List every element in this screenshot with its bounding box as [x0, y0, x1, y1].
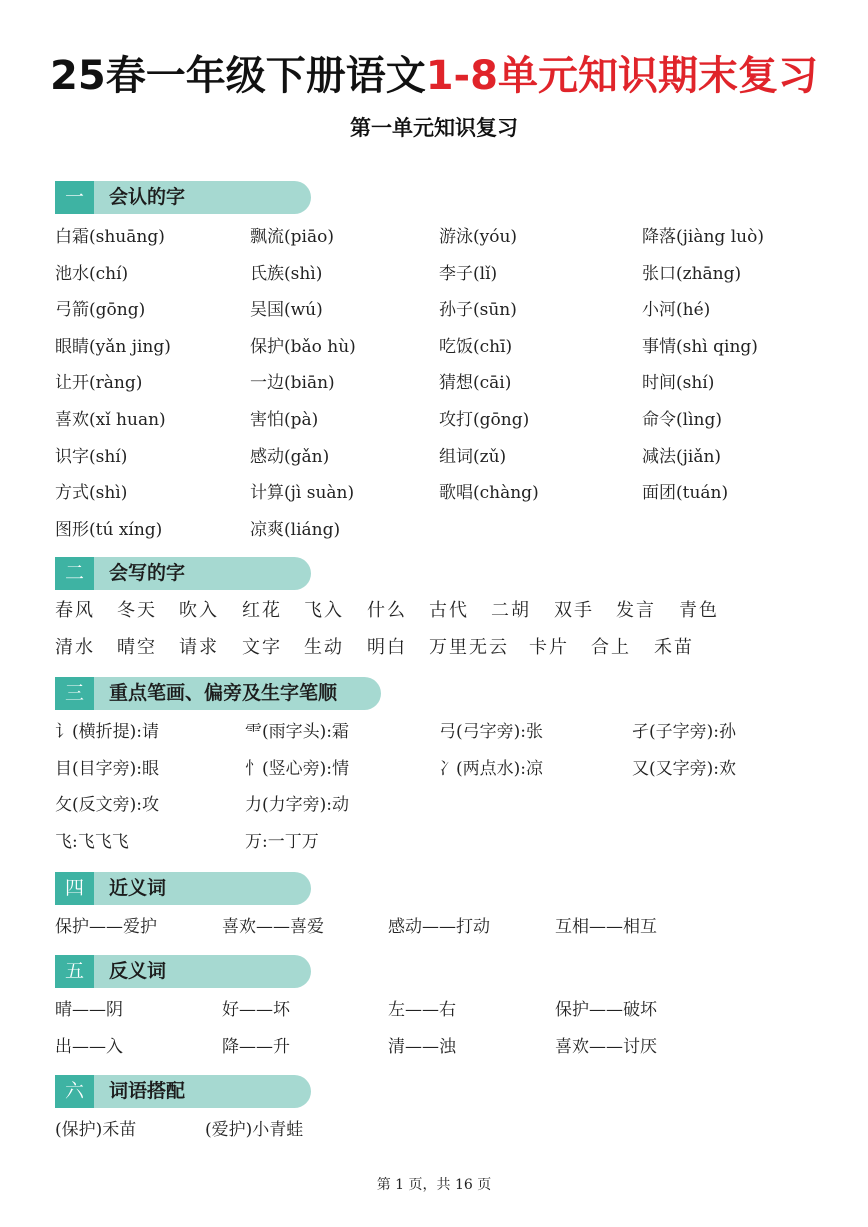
- recognize-item: 喜欢(xǐ huan): [55, 410, 166, 430]
- synonym-pair-item: 喜欢——喜爱: [222, 917, 324, 937]
- write-word-item: 飞入: [304, 600, 344, 621]
- section-number: 一: [55, 181, 94, 214]
- stroke-item: 目(目字旁):眼: [55, 758, 159, 779]
- section-header-write: [55, 557, 311, 590]
- section-title: 词语搭配: [109, 1080, 186, 1102]
- recognize-item: 面团(tuán): [642, 483, 729, 504]
- write-word-item: 文字: [242, 637, 282, 658]
- section-number: 四: [55, 872, 94, 905]
- unit-subtitle: 第一单元知识复习: [350, 116, 518, 140]
- section-title: 反义词: [109, 960, 167, 982]
- section-title: 重点笔画、偏旁及生字笔顺: [109, 682, 338, 704]
- recognize-item: 组词(zǔ): [439, 446, 507, 467]
- recognize-item: 猜想(cāi): [439, 373, 512, 394]
- recognize-item: 小河(hé): [642, 300, 711, 321]
- recognize-item: 眼睛(yǎn jing): [55, 336, 171, 357]
- write-word-item: 二胡: [491, 600, 531, 621]
- write-word-item: 古代: [429, 600, 469, 621]
- recognize-item: 命令(lìng): [642, 410, 722, 430]
- stroke-item: 又(又字旁):欢: [632, 758, 736, 779]
- antonym-pair-item: 好——坏: [222, 1000, 290, 1020]
- page-title: [0, 50, 868, 102]
- recognize-item: 凉爽(liáng): [250, 519, 341, 540]
- recognize-item: 方式(shì): [55, 483, 128, 504]
- stroke-item: 冫(两点水):凉: [439, 758, 543, 779]
- write-word-item: 生动: [304, 637, 344, 658]
- recognize-item: 让开(ràng): [55, 373, 143, 394]
- title-part1: 25春一年级下册语文: [50, 53, 426, 99]
- recognize-item: 歌唱(chàng): [439, 483, 539, 504]
- recognize-item: 孙子(sūn): [439, 300, 517, 321]
- recognize-item: 害怕(pà): [250, 410, 319, 430]
- write-word-item: 清水: [55, 637, 95, 658]
- section-header-strokes: [55, 677, 381, 710]
- antonym-pair-item: 晴——阴: [55, 1000, 123, 1020]
- antonym-pair-item: 喜欢——讨厌: [555, 1036, 657, 1057]
- write-word-item: 请求: [179, 637, 219, 658]
- collocation-item: (保护)禾苗: [55, 1120, 137, 1140]
- recognize-item: 张口(zhāng): [642, 263, 742, 284]
- write-word-item: 明白: [367, 637, 407, 658]
- antonym-pair-item: 出——入: [55, 1036, 123, 1057]
- write-word-item: 青色: [679, 600, 719, 621]
- section-header-recognize: [55, 181, 311, 214]
- title-part2: 1-8单元知识期末复习: [425, 53, 818, 99]
- write-word-item: 卡片: [529, 637, 569, 658]
- write-word-item: 什么: [367, 600, 407, 621]
- recognize-item: 一边(biān): [250, 373, 335, 394]
- recognize-item: 弓箭(gōng): [55, 300, 146, 321]
- stroke-item: 讠(横折提):请: [55, 722, 159, 742]
- stroke-item: 攵(反文旁):攻: [55, 795, 159, 815]
- stroke-item: 弓(弓字旁):张: [439, 722, 543, 742]
- write-word-item: 红花: [242, 600, 282, 621]
- antonym-pair-item: 降——升: [222, 1036, 290, 1057]
- recognize-item: 保护(bǎo hù): [250, 336, 356, 357]
- stroke-item: 万:一丁万: [245, 831, 319, 852]
- write-word-item: 双手: [554, 600, 594, 621]
- recognize-item: 飘流(piāo): [250, 227, 334, 247]
- write-word-item: 晴空: [117, 637, 157, 658]
- section-header-collocations: [55, 1075, 311, 1108]
- recognize-item: 时间(shí): [642, 373, 715, 394]
- recognize-item: 吴国(wú): [250, 300, 323, 321]
- section-title: 近义词: [109, 877, 167, 899]
- section-header-synonyms: [55, 872, 311, 905]
- write-word-item: 万里无云: [429, 637, 509, 658]
- synonym-pair-item: 感动——打动: [388, 917, 490, 937]
- section-number: 三: [55, 677, 94, 710]
- collocation-item: (爱护)小青蛙: [205, 1120, 304, 1140]
- recognize-item: 攻打(gōng): [439, 410, 530, 430]
- section-number: 六: [55, 1075, 94, 1108]
- recognize-item: 减法(jiǎn): [642, 446, 722, 467]
- synonym-pair-item: 互相——相互: [555, 917, 657, 937]
- write-word-item: 禾苗: [654, 637, 694, 658]
- write-word-item: 合上: [591, 637, 631, 658]
- recognize-item: 氏族(shì): [250, 263, 323, 284]
- antonym-pair-item: 保护——破坏: [555, 1000, 657, 1020]
- section-number: 二: [55, 557, 94, 590]
- recognize-item: 感动(gǎn): [250, 446, 330, 467]
- section-number: 五: [55, 955, 94, 988]
- recognize-item: 事情(shì qing): [642, 336, 758, 357]
- recognize-item: 池水(chí): [55, 263, 129, 284]
- synonym-pair-item: 保护——爱护: [55, 917, 157, 937]
- write-word-item: 冬天: [117, 600, 157, 621]
- write-word-item: 吹入: [179, 600, 219, 621]
- stroke-item: 力(力字旁):动: [245, 795, 349, 815]
- recognize-item: 吃饭(chī): [439, 336, 513, 357]
- section-title: 会认的字: [109, 186, 186, 208]
- section-header-antonyms: [55, 955, 311, 988]
- stroke-item: ⻗(雨字头):霜: [245, 722, 349, 742]
- stroke-item: 孑(子字旁):孙: [632, 722, 736, 742]
- recognize-item: 降落(jiàng luò): [642, 227, 764, 247]
- stroke-item: 忄(竖心旁):情: [245, 758, 349, 779]
- recognize-item: 游泳(yóu): [439, 227, 518, 247]
- recognize-item: 李子(lǐ): [439, 263, 498, 284]
- write-word-item: 春风: [55, 600, 95, 621]
- stroke-item: 飞:飞飞飞: [55, 831, 129, 852]
- antonym-pair-item: 左——右: [388, 1000, 456, 1020]
- recognize-item: 图形(tú xíng): [55, 519, 163, 540]
- recognize-item: 白霜(shuāng): [55, 227, 165, 247]
- page-footer: 第 1 页，共 16 页: [376, 1177, 492, 1193]
- antonym-pair-item: 清——浊: [388, 1036, 456, 1057]
- recognize-item: 识字(shí): [55, 446, 128, 467]
- recognize-item: 计算(jì suàn): [250, 483, 355, 504]
- section-title: 会写的字: [109, 562, 186, 584]
- write-word-item: 发言: [616, 600, 656, 621]
